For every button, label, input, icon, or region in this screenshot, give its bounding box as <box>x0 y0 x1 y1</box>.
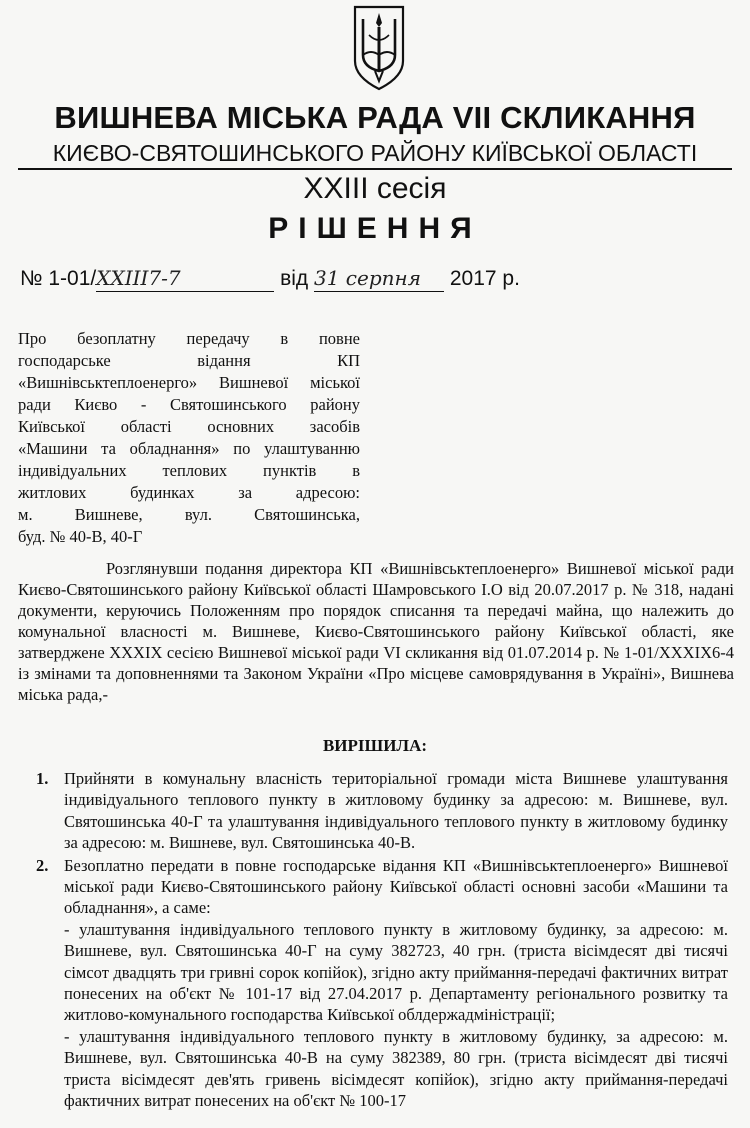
preamble-paragraph: Розглянувши подання директора КП «Вишнівськтеплоенерго» Вишневої міської ради Києво-Святошинського району Київської області Шамровського І.О від 20.07.2017 р. № 318, надані документи, керуючись Положенням про порядок списання та передачі майна, що належить до комунальної власності м. Вишневе, Києво-Святошинського району Київської області, яке затверджене XXXIX сесією Вишневої міської ради VI скликання від 01.07.2014 р. № 1-01/XXXIX6-4 із змінами та доповненнями та Законом України «Про місцеве самоврядування в Україні», Вишнева міська рада,- <box>18 559 734 704</box>
number-prefix: № 1-01/ <box>20 267 97 290</box>
header-divider <box>18 168 732 170</box>
handwritten-date: 31 серпня <box>314 266 421 290</box>
decision-subject <box>18 328 360 548</box>
resolution-item <box>18 768 728 854</box>
subject-line: «Вишнівськтеплоенерго» Вишневої міської <box>18 373 360 392</box>
resolved-heading: ВИРІШИЛА: <box>322 736 428 755</box>
resolution-item <box>18 855 728 1112</box>
decision-number-line <box>20 266 520 292</box>
decision-title: РІШЕННЯ <box>268 212 482 245</box>
subject-line: господарське відання КП <box>18 351 360 370</box>
date-label: від <box>280 267 309 290</box>
handwritten-number: XXIII7-7 <box>96 266 181 290</box>
date-blank <box>314 266 444 292</box>
item-text: Прийняти в комунальну власність територіальної громади міста Вишневе улаштування індивідуального теплового пункту в житловому будинку за адресою: м. Вишневе, вул. Святошинська 40-Г та улаштування індивідуального теплового пункту в житловому будинку за адресою: м. Вишневе, вул. Святошинська 40-В. <box>64 769 728 853</box>
subject-line: «Машини та обладнання» по улаштуванню <box>18 439 360 458</box>
subject-line: буд. № 40-В, 40-Г <box>18 527 143 546</box>
session-title: XXIII сесія <box>303 172 447 205</box>
subject-line: житлових будинках за адресою: <box>18 483 360 502</box>
subject-line: ради Києво - Святошинського району <box>18 395 360 414</box>
council-name-heading: ВИШНЕВА МІСЬКА РАДА VII СКЛИКАННЯ <box>54 100 696 135</box>
item-number: 1. <box>36 769 49 788</box>
item-subpoint: - улаштування індивідуального теплового пункту в житловому будинку, за адресою: м. Вишневе, вул. Святошинська 40-В на суму 382389, 80 грн. (триста вісімдесят дві тисячі триста вісімдесят дев'ять гривень вісімдесят копійок), згідно акту приймання-передачі фактичних витрат понесених на об'єкт № 100-17 <box>64 1026 728 1111</box>
number-blank <box>96 266 274 292</box>
subject-line: Київської області основних засобів <box>18 417 360 436</box>
year: 2017 р. <box>449 267 520 290</box>
resolution-items <box>18 768 728 1113</box>
coat-of-arms-emblem <box>351 5 407 91</box>
item-text: Безоплатно передати в повне господарське відання КП «Вишнівськтеплоенерго» Вишневої міської ради Києво-Святошинського району Київської області основні засоби «Машини та обладнання», а саме: <box>64 855 728 918</box>
district-subheading: КИЄВО-СВЯТОШИНСЬКОГО РАЙОНУ КИЇВСЬКОЇ ОБЛАСТІ <box>52 140 698 166</box>
subject-line: індивідуальних теплових пунктів в <box>18 461 360 480</box>
item-number: 2. <box>36 855 49 875</box>
item-subpoint: - улаштування індивідуального теплового пункту в житловому будинку, за адресою: м. Вишневе, вул. Святошинська 40-Г на суму 382723, 40 грн. (триста вісімдесят дві тисячі сімсот двадцять три гривні сорок копійок), згідно акту приймання-передачі фактичних витрат понесених на об'єкт № 101-17 від 27.04.2017 р. Департаменту регіонального розвитку та житлово-комунального господарства Київської облдержадміністрації; <box>64 919 728 1025</box>
subject-line: Про безоплатну передачу в повне <box>18 329 360 348</box>
subject-line: м. Вишневе, вул. Святошинська, <box>18 505 360 524</box>
